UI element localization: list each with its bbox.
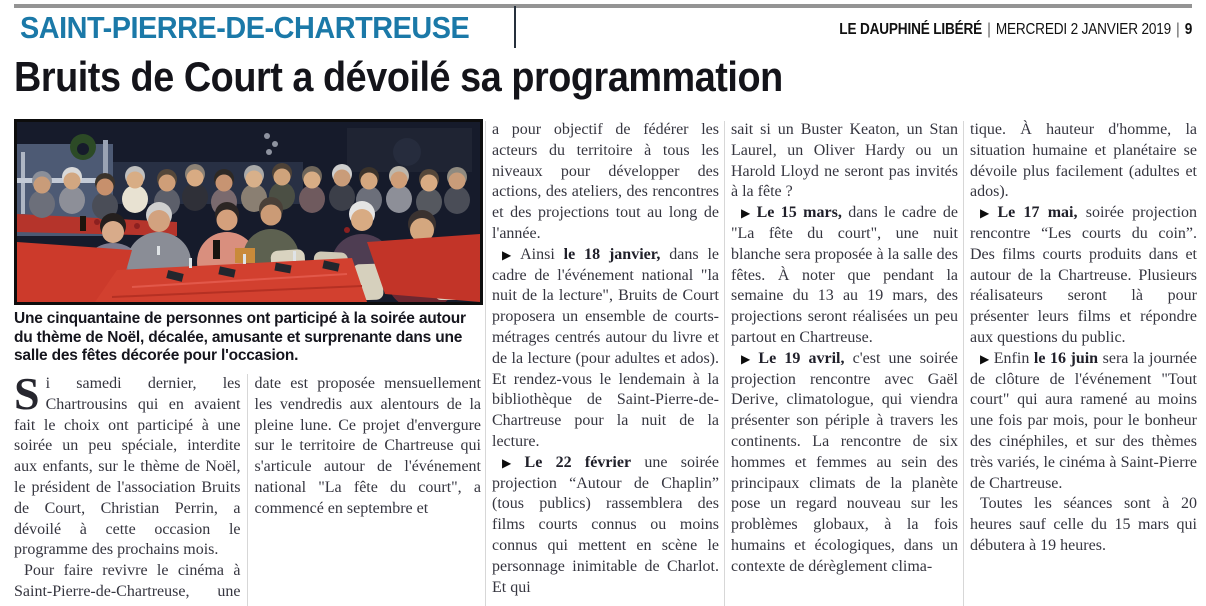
article-paragraph: Si samedi dernier, les Chartrousins qui en avaient fait le choix ont participé à une soirée un peu spéciale, interdite aux enfants, sur le thème de Noël, le président de l'association Bruits de Court, Christian Perrin, a dévoilé à cette occasion le programme des prochains mois.: [14, 374, 241, 559]
article-intro-columns: [14, 374, 481, 606]
article-paragraph: ▶ Enfin le 16 juin sera la journée de clôture de l'événement "Tout court" qui aura ramené au moins une fois par mois, pour le bonheur des cinéphiles, et sur des thèmes très variés, le cinéma à Saint-Pierre de Chartreuse.: [970, 349, 1197, 492]
masthead: [839, 21, 1192, 39]
article-paragraph: ▶ Le 17 mai, soirée projection rencontre “Les courts du coin”. Des films courts produits dans et autour de la Chartreuse. Plusieurs réalisateurs seront là pour présenter leurs films et répondre aux questions du public.: [970, 204, 1197, 346]
drop-cap: S: [14, 374, 40, 419]
article-column-3: [492, 120, 719, 606]
top-rule: [14, 4, 1192, 8]
article-paragraph: Toutes les séances sont à 20 heures sauf celle du 15 mars qui débutera à 19 heures.: [970, 495, 1197, 554]
column-rule: [485, 121, 486, 606]
section-title: SAINT-PIERRE-DE-CHARTREUSE: [20, 10, 470, 45]
article-paragraph: Pour faire revivre le cinéma à Saint-Pierre-de-Chartreuse, une date est proposée mensuellement les vendredis aux alentours de la pleine lune. Ce projet d'envergure sur le territoire de Chartreuse qui s'articule autour de l'événement national "La fête du court", a commencé en septembre et: [14, 375, 481, 600]
article-paragraph: ▶ Le 19 avril, c'est une soirée projection rencontre avec Gaël Derive, climatologue, qui viendra présenter son périple à travers les continents. La rencontre de six hommes et femmes au sein des principaux climats de la planète pose un regard nouveau sur les problèmes globaux, à la fois humains et écologiques, dans un contexte de dérèglement clima-: [731, 349, 958, 575]
section-title-divider: [514, 6, 516, 48]
headline: Bruits de Court a dévoilé sa programmation: [14, 53, 783, 100]
photo-caption: Une cinquantaine de personnes ont participé à la soirée autour du thème de Noël, décalée, amusante et surprenante dans une salle des fêtes décorée pour l'occasion.: [14, 310, 466, 364]
article-column-4: [731, 120, 958, 606]
article-paragraph: ▶ Ainsi le 18 janvier, dans le cadre de l'événement national "la nuit de la lecture", Bruits de Court proposera un ensemble de courts-métrages centrés autour du livre et de la lecture (pour adultes et ados). Et rendez-vous le lendemain à la bibliothèque de Saint-Pierre-de-Chartreuse pour la nuit de la lecture.: [492, 245, 719, 450]
bullet-arrow-icon: ▶: [980, 351, 990, 366]
article-paragraph: sait si un Buster Keaton, un Stan Laurel, un Oliver Hardy ou un Harold Lloyd ne seront pas invités à la fête ?: [731, 121, 958, 201]
column-rule: [724, 121, 725, 606]
article-photo: [14, 119, 483, 305]
article-paragraph: tique. À hauteur d'homme, la situation humaine et planétaire se dévoile plus facilement (adultes et ados).: [970, 121, 1197, 201]
bullet-arrow-icon: ▶: [980, 206, 994, 221]
column-rule: [963, 121, 964, 606]
masthead-separator: |: [1175, 21, 1180, 38]
bullet-arrow-icon: ▶: [741, 206, 753, 221]
article-paragraph: a pour objectif de fédérer les acteurs du territoire à tous les niveaux pour développer des actions, des ateliers, des rencontres et des projections tout au long de l'année.: [492, 121, 719, 242]
edition-date: MERCREDI 2 JANVIER 2019: [995, 21, 1171, 38]
bullet-arrow-icon: ▶: [502, 247, 517, 262]
article-photo-image: [17, 122, 480, 302]
article-paragraph: ▶ Le 15 mars, dans le cadre de "La fête du court", une nuit blanche sera proposée à la salle des fêtes. À noter que pendant la semaine du 13 au 19 mars, des projections seront réalisées un peu partout en Chartreuse.: [731, 204, 958, 346]
bullet-arrow-icon: ▶: [502, 455, 521, 470]
masthead-separator: |: [986, 21, 991, 38]
article-paragraph: ▶ Le 22 février une soirée projection “Autour de Chaplin” (tous publics) rassemblera des films courts connus ou moins connus qui mettent en scène le personnage inimitable de Charlot. Et qui: [492, 453, 719, 596]
paper-name: LE DAUPHINÉ LIBÉRÉ: [838, 21, 982, 38]
bullet-arrow-icon: ▶: [741, 351, 755, 366]
page-number: 9: [1184, 21, 1192, 38]
article-column-5: [970, 120, 1197, 606]
